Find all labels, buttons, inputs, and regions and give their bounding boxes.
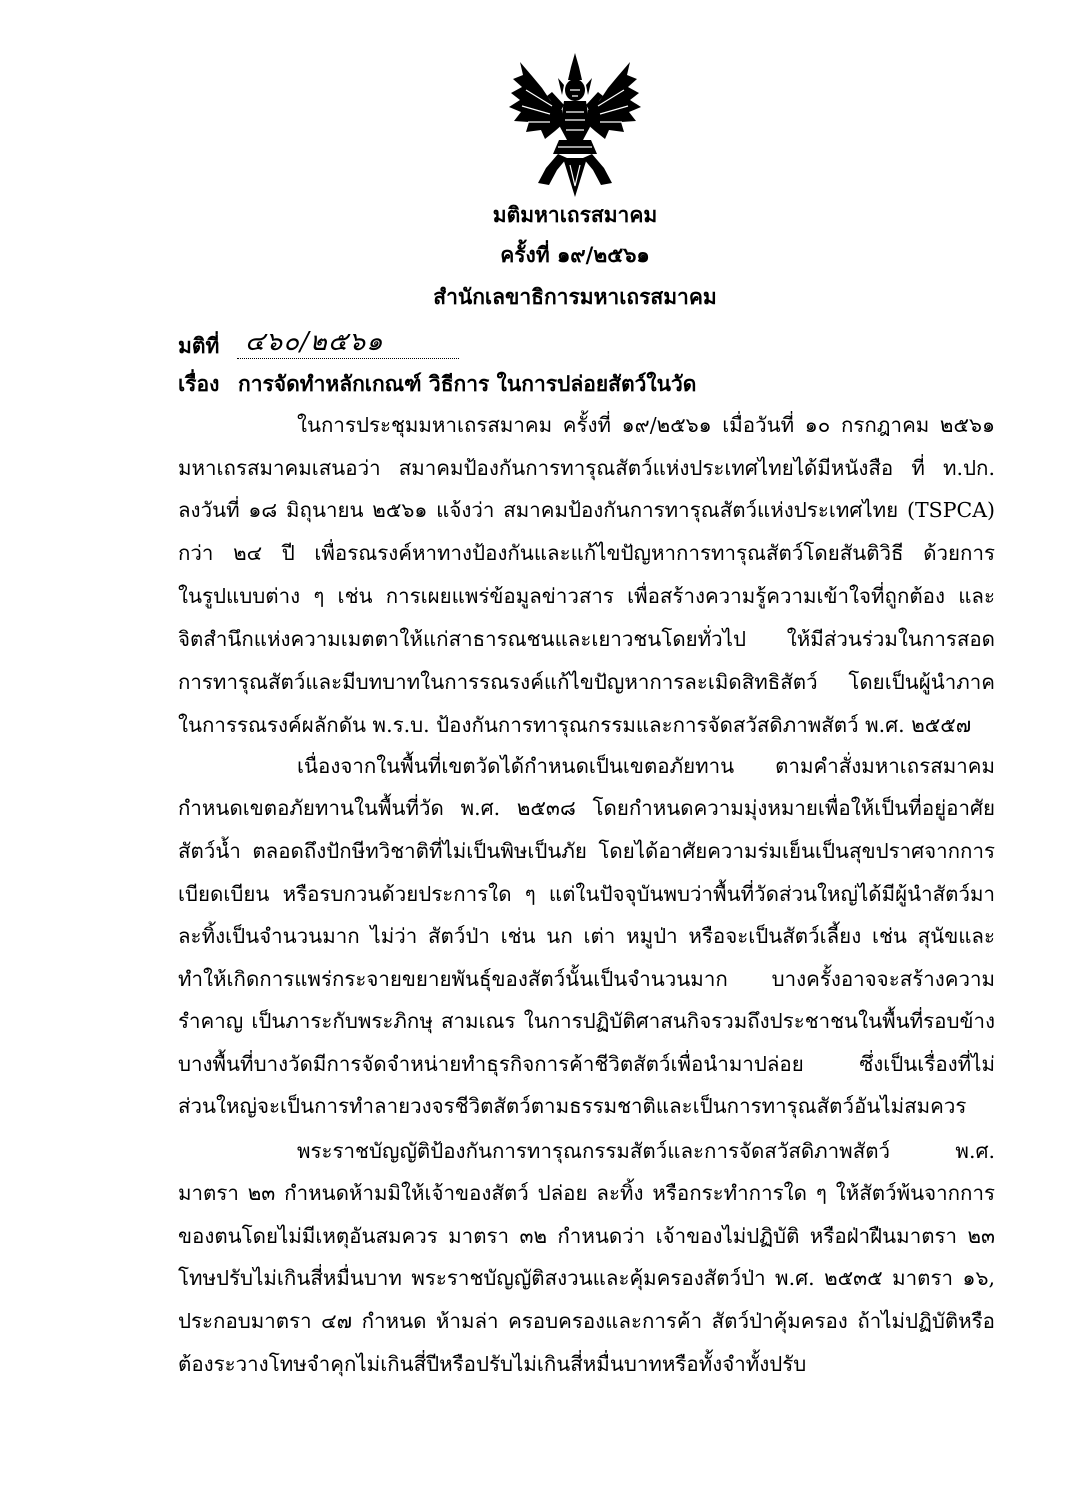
document-title: มติมหาเถรสมาคม bbox=[492, 202, 658, 227]
subject-text: การจัดทำหลักเกณฑ์ วิธีการ ในการปล่อยสัตว์ในวัด bbox=[238, 371, 697, 396]
paragraph-1-line: มหาเถรสมาคมเสนอว่า สมาคมป้องกันการทารุณสัตว์แห่งประเทศไทยได้มีหนังสือ ที่ ท.ปก. bbox=[178, 456, 995, 480]
subject-label: เรื่อง bbox=[178, 371, 220, 396]
paragraph-2-line: กำหนดเขตอภัยทานในพื้นที่วัด พ.ศ. ๒๕๓๘ โดยกำหนดความมุ่งหมายเพื่อให้เป็นที่อยู่อาศัย bbox=[178, 796, 995, 820]
paragraph-3-line: มาตรา ๒๓ กำหนดห้ามมิให้เจ้าของสัตว์ ปล่อย ละทิ้ง หรือกระทำการใด ๆ ให้สัตว์พ้นจากการ bbox=[178, 1181, 995, 1205]
paragraph-2-line: สัตว์น้ำ ตลอดถึงปักษีทวิชาติที่ไม่เป็นพิษเป็นภัย โดยได้อาศัยความร่มเย็นเป็นสุขปราศจากการ bbox=[178, 839, 995, 863]
paragraph-2-line: รำคาญ เป็นภาระกับพระภิกษุ สามเณร ในการปฏิบัติศาสนกิจรวมถึงประชาชนในพื้นที่รอบข้าง bbox=[178, 1009, 995, 1033]
garuda-emblem-icon bbox=[500, 50, 650, 200]
session-number: ครั้งที่ ๑๙/๒๕๖๑ bbox=[500, 242, 650, 267]
paragraph-2-line: เนื่องจากในพื้นที่เขตวัดได้กำหนดเป็นเขตอภัยทาน ตามคำสั่งมหาเถรสมาคม bbox=[297, 754, 995, 778]
paragraph-1-line: จิตสำนึกแห่งความเมตตาให้แก่สาธารณชนและเยาวชนโดยทั่วไป ให้มีส่วนร่วมในการสอด bbox=[178, 627, 995, 651]
paragraph-3-line: ต้องระวางโทษจำคุกไม่เกินสี่ปีหรือปรับไม่เกินสี่หมื่นบาทหรือทั้งจำทั้งปรับ bbox=[178, 1352, 807, 1376]
paragraph-1-line: ในการรณรงค์ผลักดัน พ.ร.บ. ป้องกันการทารุณกรรมและการจัดสวัสดิภาพสัตว์ พ.ศ. ๒๕๕๗ bbox=[178, 713, 972, 737]
paragraph-1-line: กว่า ๒๔ ปี เพื่อรณรงค์หาทางป้องกันและแก้ไขปัญหาการทารุณสัตว์โดยสันติวิธี ด้วยการ bbox=[178, 541, 995, 565]
paragraph-2-line: ละทิ้งเป็นจำนวนมาก ไม่ว่า สัตว์ป่า เช่น นก เต่า หมูป่า หรือจะเป็นสัตว์เลี้ยง เช่น สุนัขและ bbox=[178, 924, 995, 948]
paragraph-3-line: ประกอบมาตรา ๔๗ กำหนด ห้ามล่า ครอบครองและการค้า สัตว์ป่าคุ้มครอง ถ้าไม่ปฏิบัติหรือ bbox=[178, 1309, 995, 1333]
resolution-number-handwritten: ๔๖๐/๒๕๖๑ bbox=[237, 327, 459, 359]
paragraph-1-line: ในการประชุมมหาเถรสมาคม ครั้งที่ ๑๙/๒๕๖๑ เมื่อวันที่ ๑๐ กรกฎาคม ๒๕๖๑ bbox=[297, 413, 995, 437]
paragraph-1-line: ลงวันที่ ๑๘ มิถุนายน ๒๕๖๑ แจ้งว่า สมาคมป้องกันการทารุณสัตว์แห่งประเทศไทย (TSPCA) bbox=[178, 498, 995, 522]
resolution-row bbox=[178, 325, 995, 367]
paragraph-2-line: บางพื้นที่บางวัดมีการจัดจำหน่ายทำธุรกิจการค้าชีวิตสัตว์เพื่อนำมาปล่อย ซึ่งเป็นเรื่องที่ไม่ bbox=[178, 1052, 995, 1076]
paragraph-2-line: เบียดเบียน หรือรบกวนด้วยประการใด ๆ แต่ในปัจจุบันพบว่าพื้นที่วัดส่วนใหญ่ได้มีผู้นำสัตว์มา bbox=[178, 882, 995, 906]
paragraph-1-line: ในรูปแบบต่าง ๆ เช่น การเผยแพร่ข้อมูลข่าวสาร เพื่อสร้างความรู้ความเข้าใจที่ถูกต้อง และ bbox=[178, 584, 995, 608]
paragraph-1-line: การทารุณสัตว์และมีบทบาทในการรณรงค์แก้ไขปัญหาการละเมิดสิทธิสัตว์ โดยเป็นผู้นำภาค bbox=[178, 670, 995, 694]
paragraph-3-line: ของตนโดยไม่มีเหตุอันสมควร มาตรา ๓๒ กำหนดว่า เจ้าของไม่ปฏิบัติ หรือฝ่าฝืนมาตรา ๒๓ bbox=[178, 1224, 995, 1248]
issuing-office: สำนักเลขาธิการมหาเถรสมาคม bbox=[433, 284, 717, 309]
paragraph-2-line: ส่วนใหญ่จะเป็นการทำลายวงจรชีวิตสัตว์ตามธรรมชาติและเป็นการทารุณสัตว์อันไม่สมควร bbox=[178, 1094, 967, 1118]
resolution-label: มติที่ bbox=[178, 333, 220, 358]
paragraph-3-line: พระราชบัญญัติป้องกันการทารุณกรรมสัตว์และการจัดสวัสดิภาพสัตว์ พ.ศ. bbox=[297, 1139, 995, 1163]
paragraph-3-line: โทษปรับไม่เกินสี่หมื่นบาท พระราชบัญญัติสงวนและคุ้มครองสัตว์ป่า พ.ศ. ๒๕๓๕ มาตรา ๑๖, bbox=[178, 1266, 995, 1290]
subject-row bbox=[178, 363, 995, 405]
paragraph-2-line: ทำให้เกิดการแพร่กระจายขยายพันธุ์ของสัตว์นั้นเป็นจำนวนมาก บางครั้งอาจจะสร้างความ bbox=[178, 967, 995, 991]
